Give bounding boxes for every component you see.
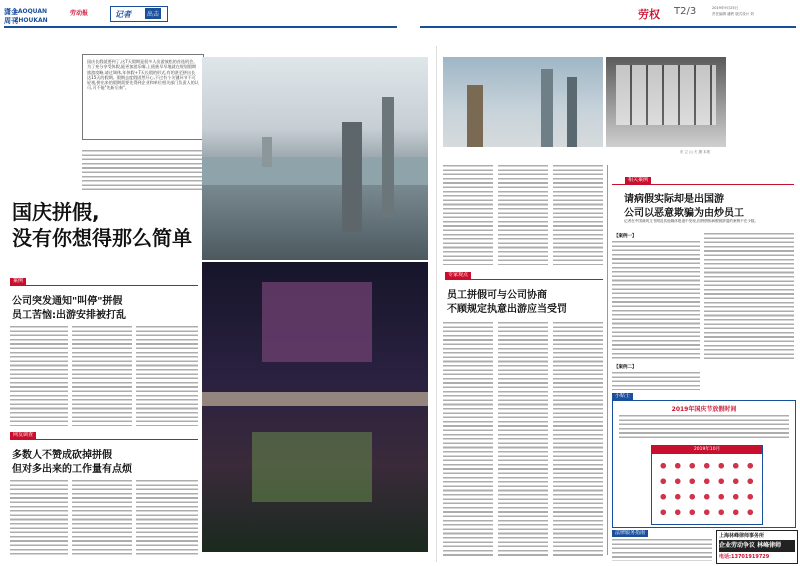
law-firm-ad	[716, 530, 798, 564]
photo-towers	[443, 57, 603, 147]
river	[202, 157, 428, 185]
ad-phone: 电话:13701919729	[719, 554, 770, 560]
section1-rule	[10, 285, 198, 286]
masthead-section-box	[110, 6, 168, 22]
section2-rule	[10, 439, 198, 440]
ad-service	[719, 540, 795, 552]
lead-intro-box	[82, 54, 204, 140]
holiday-box	[612, 400, 796, 528]
section1-tag: 案例	[10, 278, 26, 285]
section2-title-2: 但对多出来的工作量有点烦	[12, 464, 132, 475]
section1-title-2: 员工苦恼:出游安排被打乱	[12, 310, 126, 321]
holiday-tag: 小贴士	[612, 393, 633, 400]
calendar	[651, 445, 763, 525]
photo-city-skyline	[202, 57, 428, 260]
section4-title-1: 请病假实际却是出国游	[624, 194, 724, 205]
case1-label: 【案例一】	[614, 234, 637, 239]
calendar-grid	[656, 458, 758, 520]
holiday-title: 2019年国庆节放假时间	[671, 406, 737, 413]
tower	[467, 85, 483, 147]
service-tag: 法律服务指南	[612, 530, 648, 537]
section2-col-2	[72, 480, 132, 556]
logo-en2: ZHOUKAN	[14, 17, 48, 24]
ad-lawyer-text: 林峰律师	[757, 542, 782, 549]
tower	[382, 97, 394, 217]
section2-col-1	[10, 480, 68, 556]
page-number: T2/3	[674, 6, 697, 17]
section2-tag: 网友调查	[10, 432, 36, 439]
intro-col-left	[82, 150, 202, 190]
section3-title-2: 不顾规定执意出游应当受罚	[447, 304, 567, 315]
tower	[541, 69, 553, 147]
case1-col-right	[704, 233, 794, 359]
editor-line: 责任编辑 潘轶 版式设计 刘	[712, 12, 754, 16]
bridge	[202, 392, 428, 406]
section-label: 记者	[115, 10, 131, 19]
issue-date: 2019年9月25日	[712, 6, 739, 10]
section3-tag: 专家观点	[445, 272, 471, 279]
center-col-2	[498, 165, 548, 265]
section3-rule	[445, 279, 603, 280]
section2-title-1: 多数人不赞成砍掉拼假	[12, 450, 112, 461]
brand-name: 劳权	[638, 8, 660, 21]
photo-lantern-night	[202, 262, 428, 552]
holiday-notice	[619, 415, 789, 441]
masthead-badge: 劳动报	[70, 10, 89, 17]
section3-col-2	[498, 322, 548, 556]
section4-rule	[612, 184, 794, 185]
section1-col-2	[72, 326, 132, 426]
lead-intro-text: 国庆长假就要到了,这7天假期是很多人出游放松的首选机会。为了充分享受休假,能更加游乐嗨,上班族早早地就在规划假期旅游攻略,请过调休,年休假+7天长假的形式,有的甚至拼出长达15天的假期。假期去度假固然开心,不过有个关键环节不可轻视,拼出来的假期需要先得到企业和单位相关部门负责人的认可,可不能"先斩后奏"。	[87, 59, 199, 91]
logo-cn-bottom: 周刊	[4, 17, 18, 25]
section4-tag: 相关案例	[625, 177, 651, 184]
case2-col-left	[612, 372, 700, 390]
lanterns	[252, 432, 372, 502]
masthead-logo	[4, 7, 48, 41]
calendar-header: 2019年10月	[652, 446, 762, 454]
center-col-1	[443, 165, 493, 265]
tower	[342, 122, 362, 232]
photo-airport-hall	[606, 57, 726, 147]
section4-subtitle: 记者在中国裁判文书网及其他媒体报道中发现,因拼假休病假被辞退的案例不在少数。	[624, 219, 759, 223]
center-col-3	[553, 165, 603, 265]
tower	[567, 77, 577, 147]
main-title-line-1: 国庆拼假,	[12, 200, 100, 224]
section1-col-3	[136, 326, 198, 426]
masthead-rule-left	[4, 26, 397, 28]
section1-title-1: 公司突发通知"叫停"拼假	[12, 296, 123, 307]
ad-service-text: 企业劳动争议	[719, 542, 756, 549]
service-text	[612, 539, 712, 561]
section3-col-1	[443, 322, 493, 556]
section4-title-2: 公司以恶意欺骗为由炒员工	[624, 208, 744, 219]
photo-credit: 东 立 山 天 摄 本报	[680, 150, 711, 154]
section3-col-3	[553, 322, 603, 556]
section3-title-1: 员工拼假可与公司协商	[447, 290, 547, 301]
section1-col-1	[10, 326, 68, 426]
column-separator	[607, 165, 608, 555]
section-label-2: 出击	[145, 8, 161, 19]
case2-label: 【案例二】	[614, 365, 637, 370]
ad-firm-name: 上海林峰律师事务所	[719, 533, 765, 539]
masthead-rule-right	[420, 26, 796, 28]
tower	[262, 137, 272, 167]
section2-col-3	[136, 480, 198, 556]
page-gutter	[436, 46, 437, 562]
case1-col-left	[612, 241, 700, 359]
logo-en: LAOQUAN	[14, 8, 48, 15]
masthead	[0, 0, 800, 46]
logo-cn-top: 潇金	[4, 8, 18, 16]
window-grid	[616, 65, 716, 125]
pavilion	[262, 282, 372, 362]
main-title-line-2: 没有你想得那么简单	[12, 226, 192, 250]
